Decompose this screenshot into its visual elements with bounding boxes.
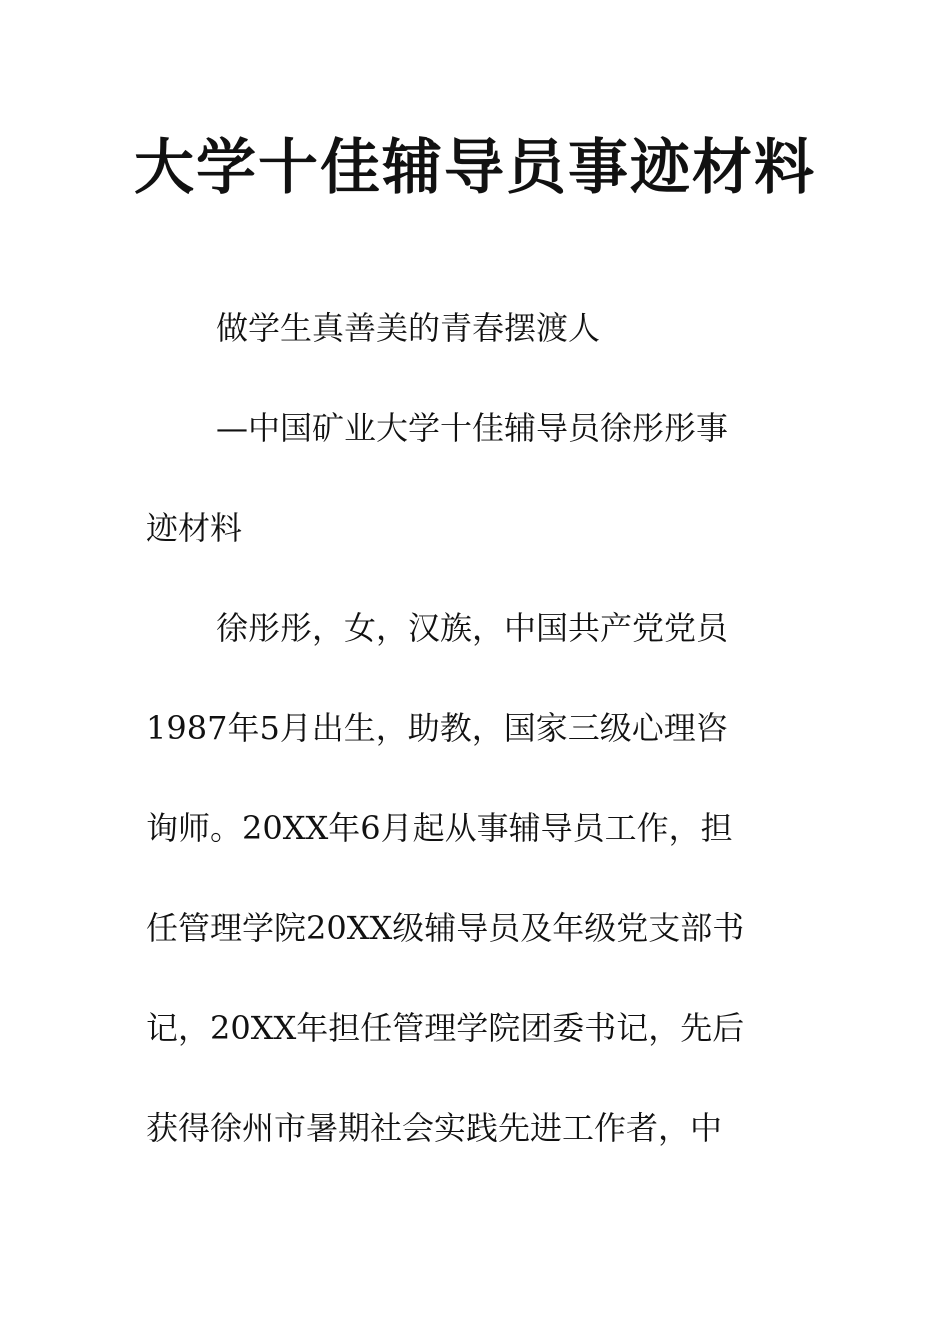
body-line: 徐彤彤，女，汉族，中国共产党党员 bbox=[216, 609, 729, 647]
document-title: 大学十佳辅导员事迹材料 bbox=[134, 133, 816, 203]
body-line: 1987年5月出生，助教，国家三级心理咨 bbox=[146, 709, 728, 747]
body-line: 获得徐州市暑期社会实践先进工作者，中 bbox=[146, 1109, 723, 1147]
body-line: 记，20XX年担任管理学院团委书记，先后 bbox=[146, 1009, 745, 1047]
subtitle-line: 做学生真善美的青春摆渡人 bbox=[216, 309, 601, 347]
body-line: 询师。20XX年6月起从事辅导员工作，担 bbox=[146, 809, 733, 847]
body-line: 任管理学院20XX级辅导员及年级党支部书 bbox=[146, 909, 745, 947]
subtitle-line: —中国矿业大学十佳辅导员徐彤彤事 bbox=[216, 409, 729, 447]
subtitle-line: 迹材料 bbox=[146, 509, 243, 547]
